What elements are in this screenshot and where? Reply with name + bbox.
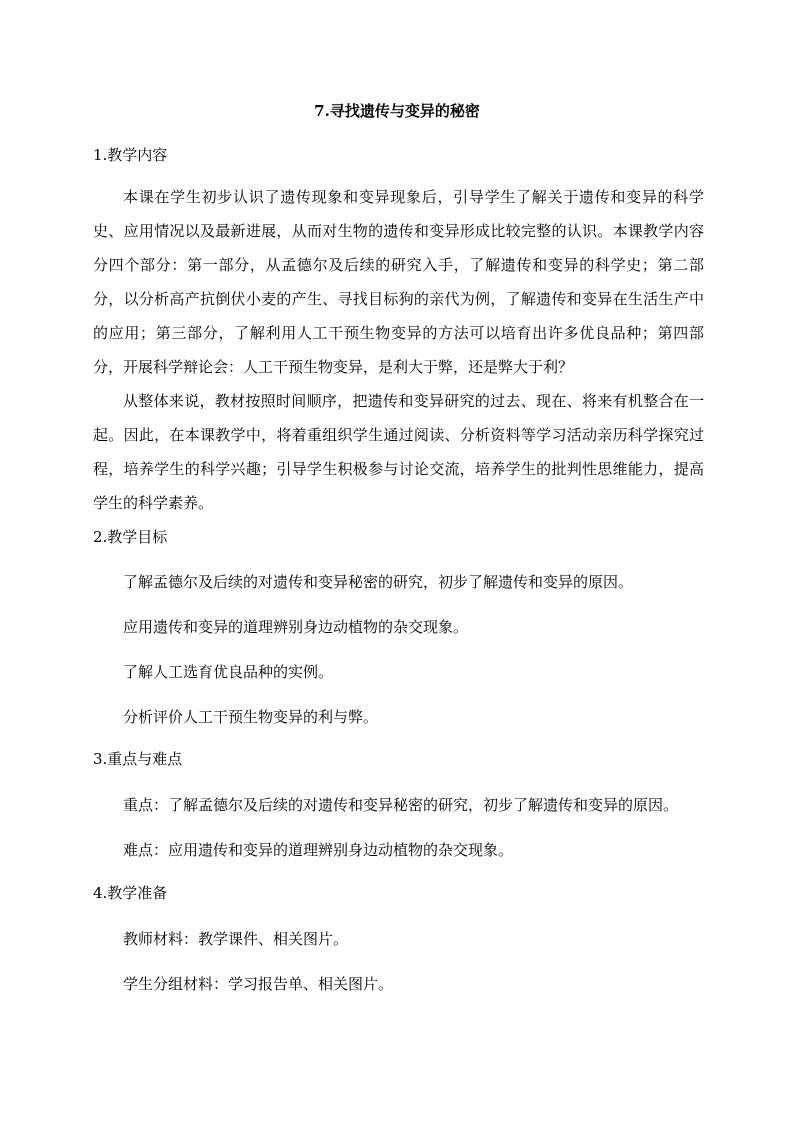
goal-item-1: 了解孟德尔及后续的对遗传和变异秘密的研究，初步了解遗传和变异的原因。	[123, 573, 634, 591]
document-title: 7.寻找遗传与变异的秘密	[314, 102, 480, 120]
goal-item-3: 了解人工选育优良品种的实例。	[123, 663, 334, 681]
key-point-item: 重点：了解孟德尔及后续的对遗传和变异秘密的研究，初步了解遗传和变异的原因。	[123, 796, 679, 814]
goal-item-4: 分析评价人工干预生物变异的利与弊。	[123, 708, 379, 726]
teacher-materials-item: 教师材料：教学课件、相关图片。	[123, 930, 349, 948]
difficulty-item: 难点：应用遗传和变异的道理辨别身边动植物的杂交现象。	[123, 841, 514, 859]
section-heading-preparation: 4.教学准备	[93, 884, 168, 902]
section-heading-key-points: 3.重点与难点	[93, 750, 183, 768]
goal-item-2: 应用遗传和变异的道理辨别身边动植物的杂交现象。	[123, 618, 469, 636]
section-heading-teaching-content: 1.教学内容	[93, 146, 168, 164]
student-materials-item: 学生分组材料：学习报告单、相关图片。	[123, 975, 394, 993]
paragraph-teaching-content-1: 本课在学生初步认识了遗传现象和变异现象后，引导学生了解关于遗传和变异的科学史、应用情况以及最新进展，从而对生物的遗传和变异形成比较完整的认识。本课教学内容分四个部分：第一部分，从孟德尔及后续的研究入手，了解遗传和变异的科学史；第二部分，以分析高产抗倒伏小麦的产生、寻找目标狗的亲代为例，了解遗传和变异在生活生产中的应用；第三部分，了解利用人工干预生物变异的方法可以培育出许多优良品种；第四部分，开展科学辩论会：人工干预生物变异，是利大于弊，还是弊大于利？	[93, 188, 704, 376]
paragraph-teaching-content-2: 从整体来说，教材按照时间顺序，把遗传和变异研究的过去、现在、将来有机整合在一起。因此，在本课教学中，将着重组织学生通过阅读、分析资料等学习活动亲历科学探究过程，培养学生的科学兴趣；引导学生积极参与讨论交流，培养学生的批判性思维能力，提高学生的科学素养。	[93, 392, 704, 512]
section-heading-teaching-goals: 2.教学目标	[93, 528, 168, 546]
